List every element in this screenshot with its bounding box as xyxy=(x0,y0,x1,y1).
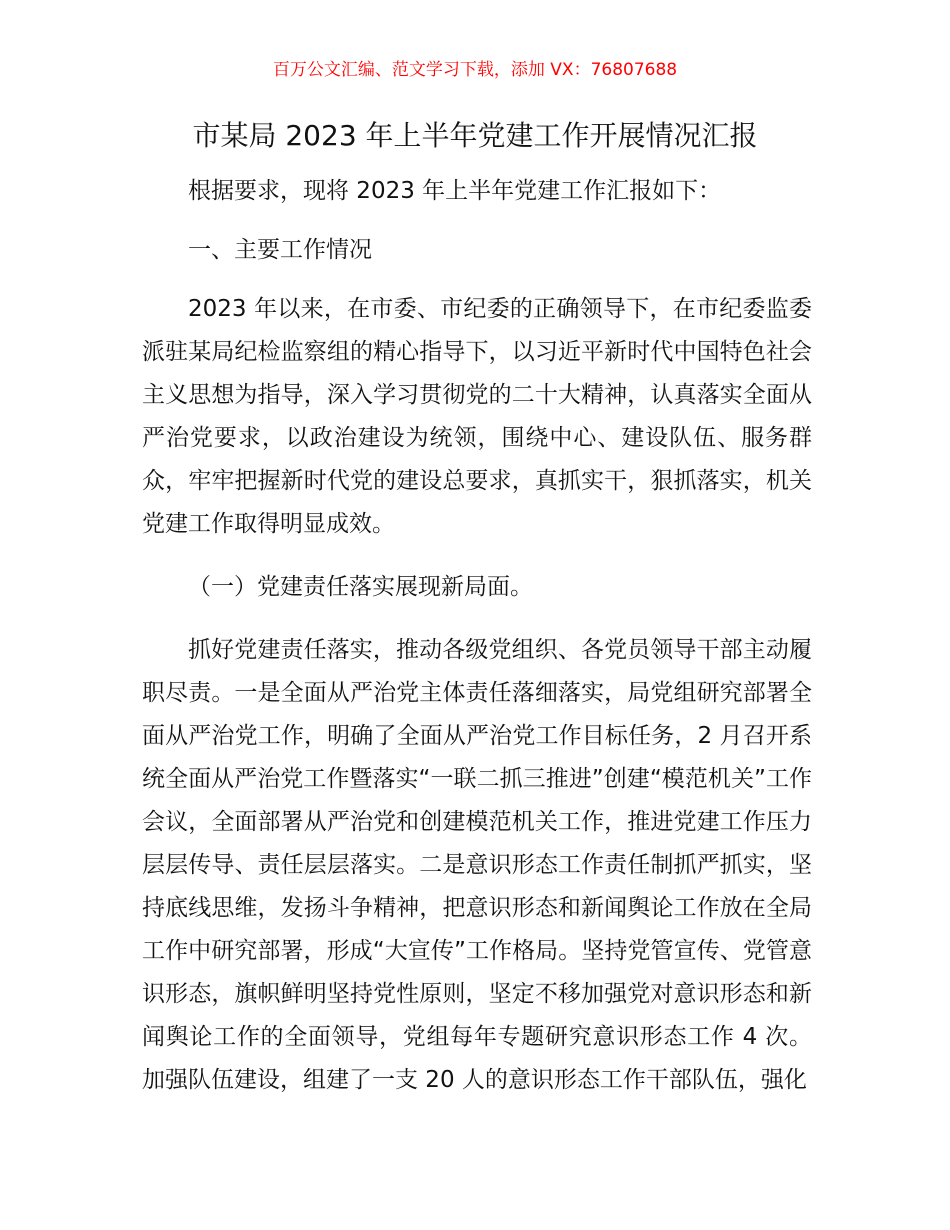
subsection-heading: （一）党建责任落实展现新局面。 xyxy=(188,574,533,600)
body-paragraph: 抓好党建责任落实，推动各级党组织、各党员领导干部主动履职尽责。一是全面从严治党主体责任落细落实，局党组研究部署全面从严治党工作，明确了全面从严治党工作目标任务，2 月召开系统全面从严治党工作暨落实“一联二抓三推进”创建“模范机关”工作会议，全面部署从严治党和创建模范机关工作，推进党建工作压力层层传导、责任层层落实。二是意识形态工作责任制抓严抓实，坚持底线思维，发扬斗争精神，把意识形态和新闻舆论工作放在全局工作中研究部署，形成“大宣传”工作格局。坚持党管宣传、党管意识形态，旗帜鲜明坚持党性原则，坚定不移加强党对意识形态和新闻舆论工作的全面领导，党组每年专题研究意识形态工作 4 次。加强队伍建设，组建了一支 20 人的意识形态工作干部队伍，强化 xyxy=(142,637,812,1093)
section-heading: 一、主要工作情况 xyxy=(188,237,372,263)
document-title: 市某局 2023 年上半年党建工作开展情况汇报 xyxy=(192,119,758,152)
intro-paragraph: 根据要求，现将 2023 年上半年党建工作汇报如下： xyxy=(188,178,722,204)
body-paragraph: 2023 年以来，在市委、市纪委的正确领导下，在市纪委监委派驻某局纪检监察组的精心指导下，以习近平新时代中国特色社会主义思想为指导，深入学习贯彻党的二十大精神，认真落实全面从严治党要求，以政治建设为统领，围绕中心、建设队伍、服务群众，牢牢把握新时代党的建设总要求，真抓实干，狠抓落实，机关党建工作取得明显成效。 xyxy=(142,296,812,537)
watermark-text: 百万公文汇编、范文学习下载，添加 VX：76807688 xyxy=(272,60,678,80)
document-body xyxy=(142,170,812,1122)
